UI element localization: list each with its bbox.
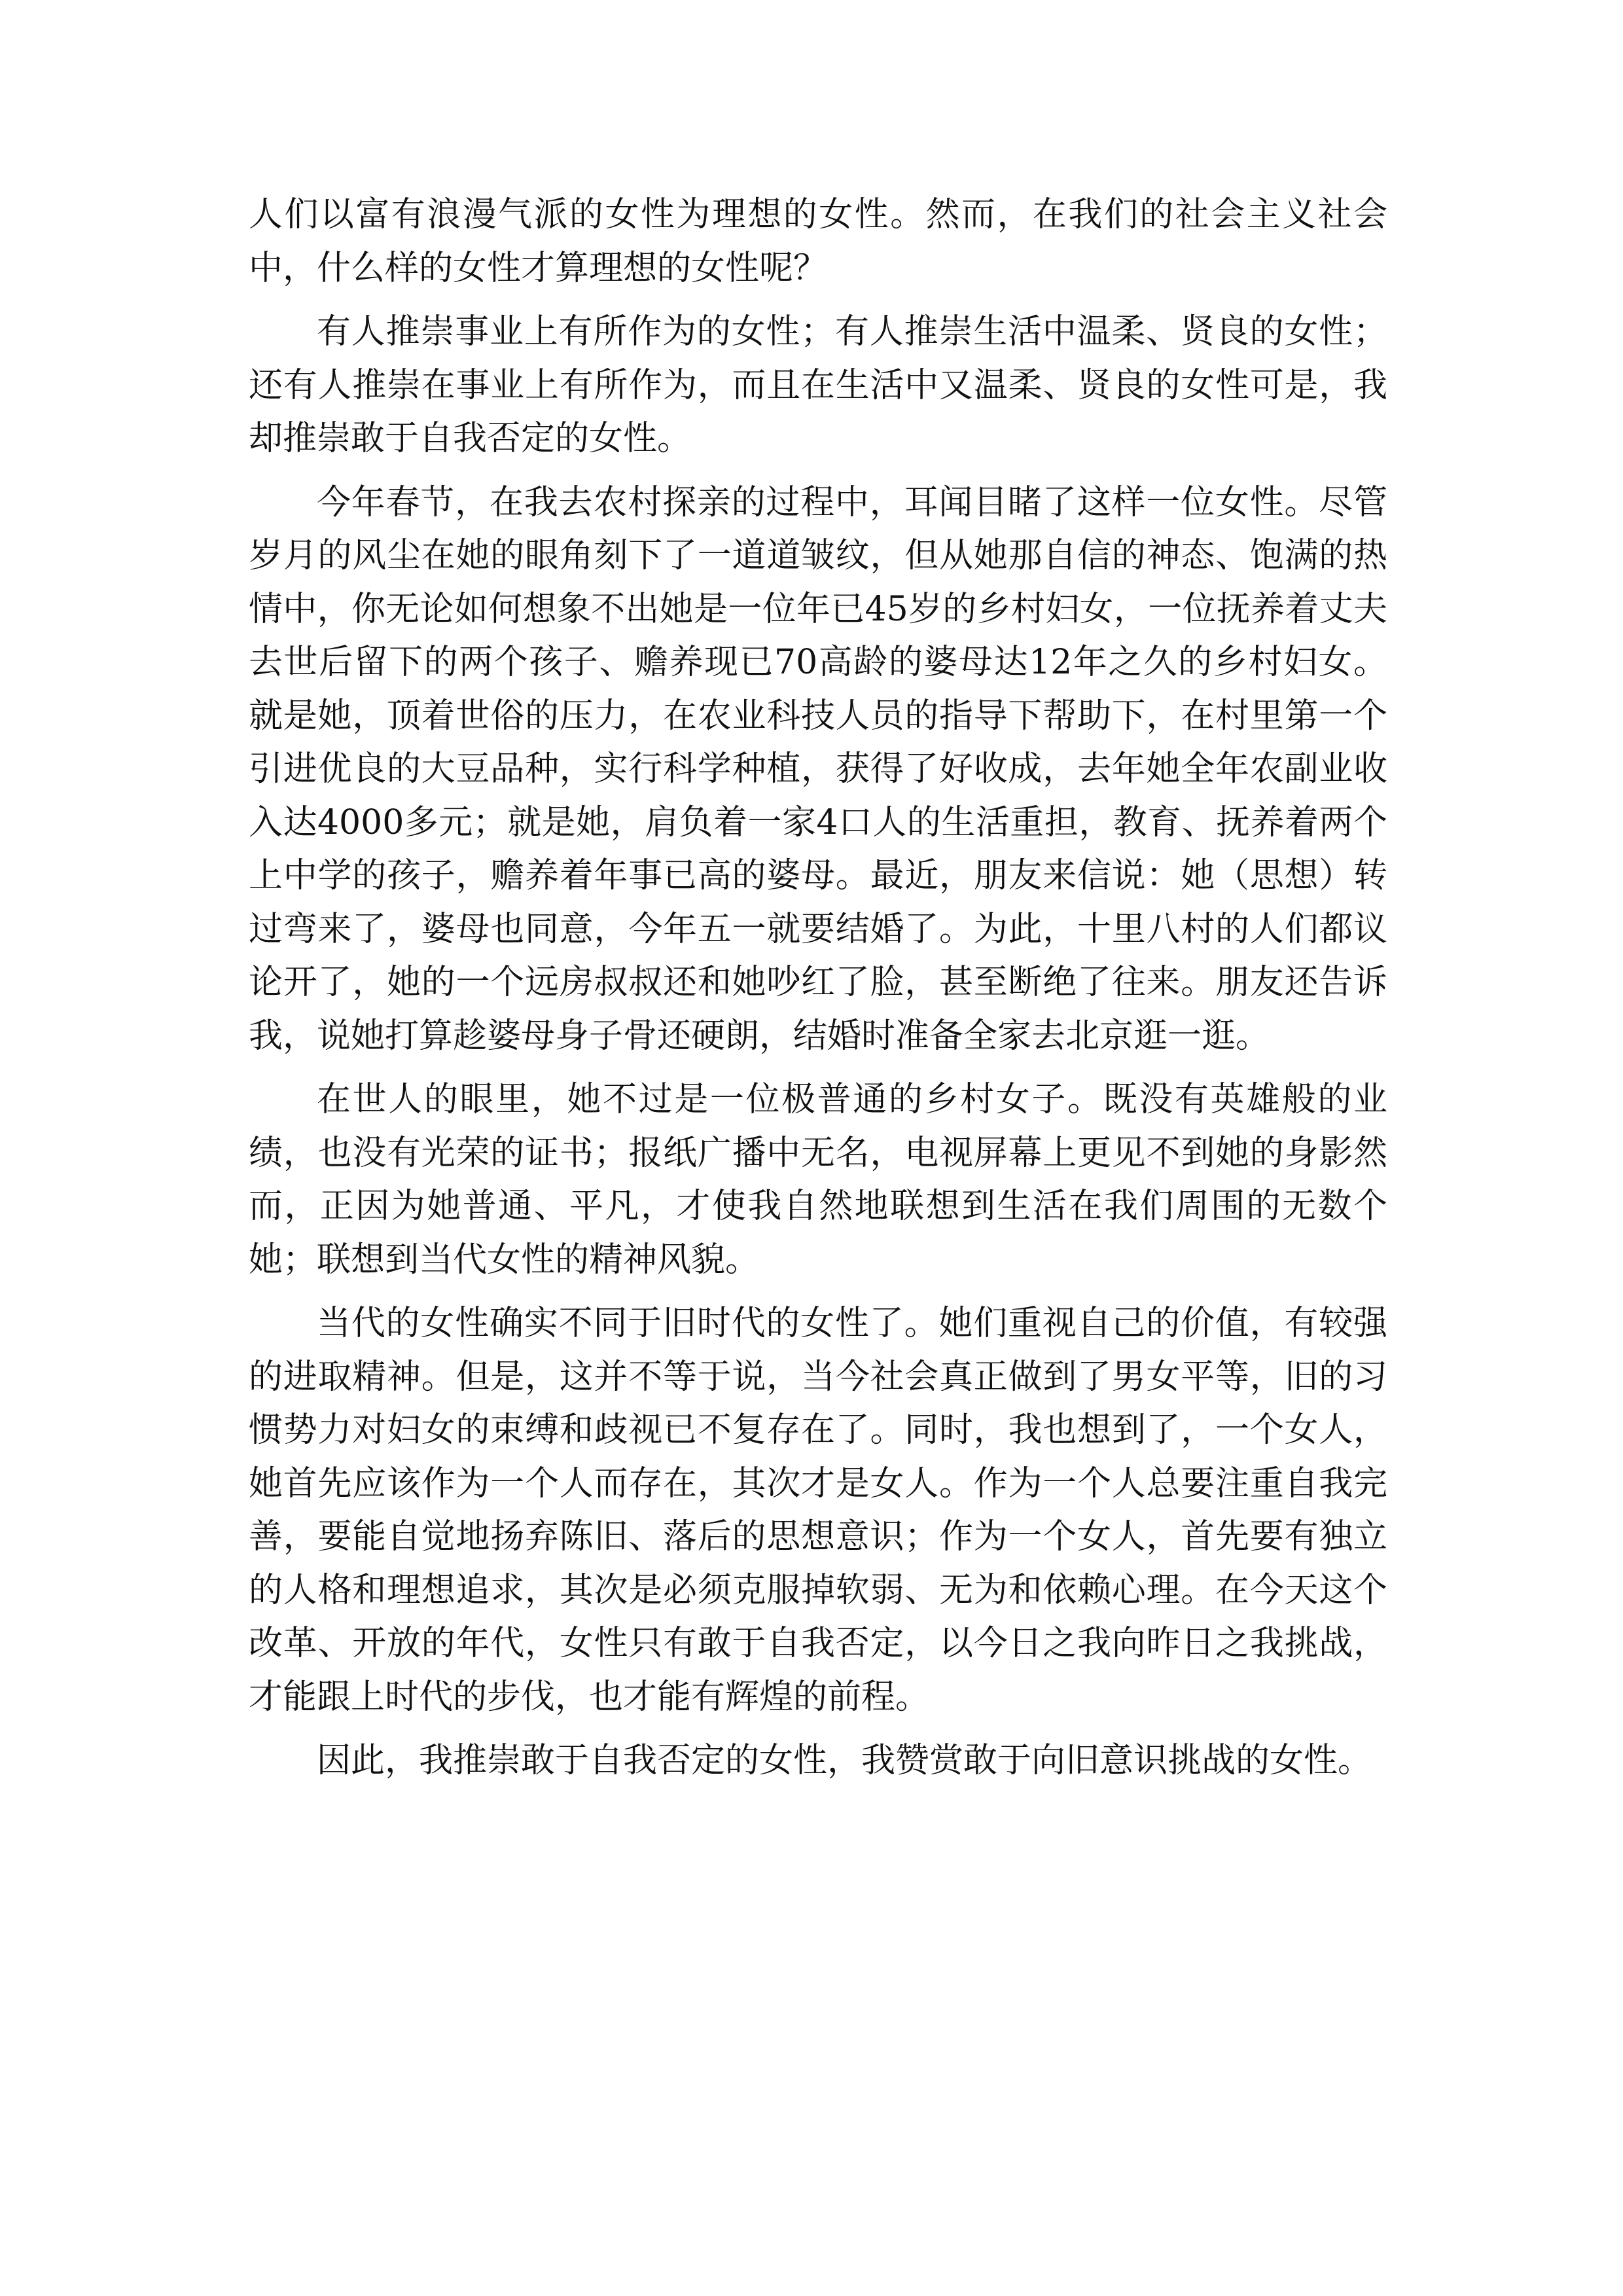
essay-body [249, 188, 1387, 1799]
paragraph-1: 人们以富有浪漫气派的女性为理想的女性。然而，在我们的社会主义社会中，什么样的女性才算理想的女性呢？ [249, 195, 1387, 288]
paragraph-5: 当代的女性确实不同于旧时代的女性了。她们重视自己的价值，有较强的进取精神。但是，这并不等于说，当今社会真正做到了男女平等，旧的习惯势力对妇女的束缚和歧视已不复存在了。同时，我也想到了，一个女人，她首先应该作为一个人而存在，其次才是女人。作为一个人总要注重自我完善，要能自觉地扬弃陈旧、落后的思想意识；作为一个女人，首先要有独立的人格和理想追求，其次是必须克服掉软弱、无为和依赖心理。在今天这个改革、开放的年代，女性只有敢于自我否定，以今日之我向昨日之我挑战，才能跟上时代的步伐，也才能有辉煌的前程。 [249, 1304, 1387, 1717]
paragraph-2: 有人推崇事业上有所作为的女性；有人推崇生活中温柔、贤良的女性；还有人推崇在事业上有所作为，而且在生活中又温柔、贤良的女性可是，我却推崇敢于自我否定的女性。 [249, 312, 1387, 458]
paragraph-3: 今年春节，在我去农村探亲的过程中，耳闻目睹了这样一位女性。尽管岁月的风尘在她的眼角刻下了一道道皱纹，但从她那自信的神态、饱满的热情中，你无论如何想象不出她是一位年已45岁的乡村妇女，一位抚养着丈夫去世后留下的两个孩子、赡养现已70高龄的婆母达12年之久的乡村妇女。就是她，顶着世俗的压力，在农业科技人员的指导下帮助下，在村里第一个引进优良的大豆品种，实行科学种植，获得了好收成，去年她全年农副业收入达4000多元；就是她，肩负着一家4口人的生活重担，教育、抚养着两个上中学的孩子，赡养着年事已高的婆母。最近，朋友来信说：她（思想）转过弯来了，婆母也同意，今年五一就要结婚了。为此，十里八村的人们都议论开了，她的一个远房叔叔还和她吵红了脸，甚至断绝了往来。朋友还告诉我，说她打算趁婆母身子骨还硬朗，结婚时准备全家去北京逛一逛。 [249, 482, 1387, 1056]
paragraph-6: 因此，我推崇敢于自我否定的女性，我赞赏敢于向旧意识挑战的女性。 [317, 1741, 1372, 1780]
paragraph-4: 在世人的眼里，她不过是一位极普通的乡村女子。既没有英雄般的业绩，也没有光荣的证书；报纸广播中无名，电视屏幕上更见不到她的身影然而，正因为她普通、平凡，才使我自然地联想到生活在我们周围的无数个她；联想到当代女性的精神风貌。 [249, 1080, 1387, 1280]
